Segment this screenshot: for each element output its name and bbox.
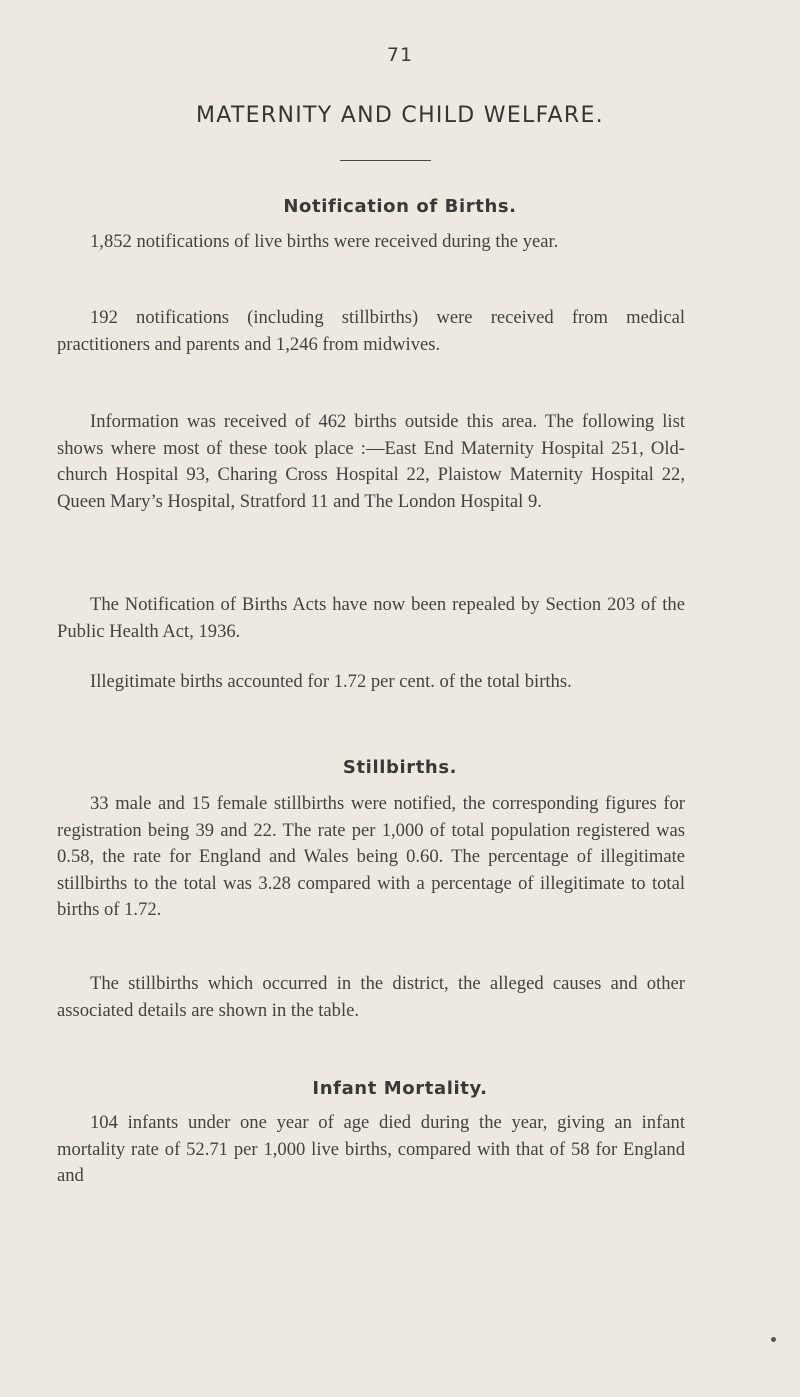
paragraph-stillbirths-table-reference: The stillbirths which occurred in the district, the alleged causes and other associated details are shown in the table. <box>57 973 685 1021</box>
paragraph-infant-mortality-rate: 104 infants under one year of age died during the year, giving an infant mortality rate of 52.71 per 1,000 live births, compared with that of 58 for England and <box>57 1112 685 1186</box>
printing-speck <box>771 1337 776 1342</box>
section-heading-infant-mortality: Infant Mortality. <box>312 1078 488 1099</box>
page-title: MATERNITY AND CHILD WELFARE. <box>196 103 604 128</box>
paragraph-notification-sources: 192 notifications (including stillbirths) were received from medical practitioners and parents and 1,246 from midwives. <box>57 307 685 355</box>
paragraph-births-outside-area: Information was received of 462 births outside this area. The following list shows where most of these took place :—East End Maternity Hospital 251, Old-church Hospital 93, Charing Cross Hospital 22, Plaistow Maternity Hospital 22, Queen Mary’s Hospital, Stratford 11 and The London Hospital 9. <box>57 411 685 512</box>
paragraph-live-births-notifications: 1,852 notifications of live births were received during the year. <box>90 231 559 252</box>
section-heading-stillbirths: Stillbirths. <box>342 757 458 778</box>
section-heading-notification-of-births: Notification of Births. <box>283 196 517 217</box>
paragraph-illegitimate-births: Illegitimate births accounted for 1.72 per cent. of the total births. <box>90 671 572 692</box>
page-number: 71 <box>386 44 414 66</box>
paragraph-stillbirths-figures: 33 male and 15 female stillbirths were notified, the corresponding figures for registration being 39 and 22. The rate per 1,000 of total population registered was 0.58, the rate for England and Wales being 0.60. The percentage of illegitimate stillbirths to the total was 3.28 compared with a percentage of illegitimate to total births of 1.72. <box>57 793 685 920</box>
title-divider <box>340 160 431 161</box>
paragraph-acts-repealed: The Notification of Births Acts have now been repealed by Section 203 of the Public Health Act, 1936. <box>57 594 685 642</box>
